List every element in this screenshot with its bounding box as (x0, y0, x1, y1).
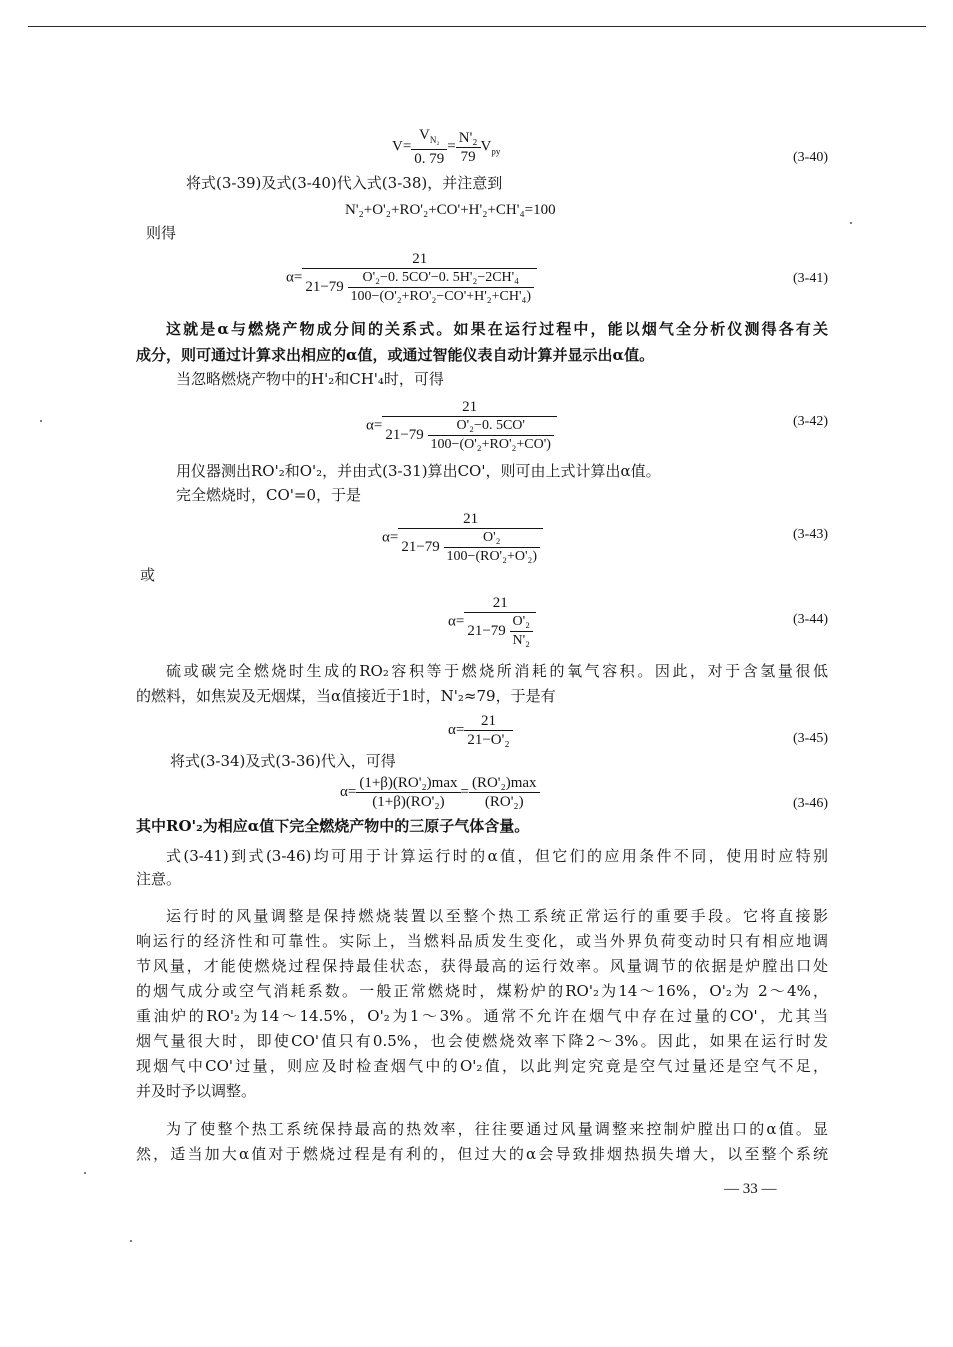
paragraph-complete: 完全燃烧时，CO'=0，于是 (176, 486, 362, 504)
paragraph-last-line-1: 为了使整个热工系统保持最高的热效率，往往要通过风量调整来控制炉膛出口的α值。显 (166, 1120, 828, 1138)
scan-speck (84, 1172, 86, 1174)
equation-sum-identity: N'₂+O'₂+RO'₂+CO'+H'₂+CH'₄=100 (345, 202, 556, 218)
equation-number-3-45: (3-45) (793, 731, 828, 746)
scan-speck (850, 222, 852, 224)
scan-speck (40, 420, 42, 422)
equation-3-46: α= $\frac{\text{(1+β)(RO'₂)max}}{\text{(1+β)(RO'₂)}}$ = $\frac{\text{(RO'₂)max}}{\text{(RO'₂)}}$ (340, 774, 540, 811)
equation-3-41: α= 21 21−79 $\frac{\text{O'₂−0. 5CO'−0. 5H'₂−2CH'₄}}{\text{100−(O'₂+RO'₂−CO'+H'₂+CH'₄)}}$ (286, 250, 537, 306)
equation-3-44: α= 21 21−79 $\frac{\text{O'₂}}{\text{N'₂}}$ (448, 594, 536, 650)
text-line: 的烟气成分或空气消耗系数。一般正常燃烧时，煤粉炉的RO'₂为14～16%，O'₂为 2～4%， (136, 982, 828, 1000)
page-number: — 33 — (724, 1181, 777, 1197)
paragraph-apply-line-1: 式(3-41)到式(3-46)均可用于计算运行时的α值，但它们的应用条件不同，使用时应特别 (166, 847, 828, 865)
text-line: 重油炉的RO'₂为14～14.5%，O'₂为1～3%。通常不允许在烟气中存在过量的CO'，尤其当 (136, 1007, 828, 1025)
paragraph-instrument: 用仪器测出RO'₂和O'₂，并由式(3-31)算出CO'，则可由上式计算出α值。 (176, 462, 661, 480)
equation-3-43: α= 21 21−79 $\frac{\text{O'₂}}{\text{100−(RO'₂+O'₂)}}$ (382, 510, 543, 566)
equation-number-3-42: (3-42) (793, 414, 828, 429)
equation-3-45: α= $\frac{21}{\text{21−O'₂}}$ (448, 712, 513, 749)
equation-number-3-43: (3-43) (793, 527, 828, 542)
equation-number-3-40: (3-40) (793, 150, 828, 165)
text-line: 并及时予以调整。 (136, 1082, 257, 1100)
text-line: 运行时的风量调整是保持燃烧装置以至整个热工系统正常运行的重要手段。它将直接影 (166, 907, 828, 925)
paragraph-substitute: 将式(3-39)及式(3-40)代入式(3-38)，并注意到 (186, 174, 503, 192)
paragraph-relation-line-1: 这就是α与燃烧产物成分间的关系式。如果在运行过程中，能以烟气全分析仪测得各有关 (166, 320, 828, 338)
paragraph-sulfur-line-1: 硫或碳完全燃烧时生成的RO₂容积等于燃烧所消耗的氧气容积。因此，对于含氢量很低 (166, 662, 828, 680)
paragraph-substitute-2: 将式(3-34)及式(3-36)代入，可得 (170, 752, 396, 770)
equation-3-42: α= 21 21−79 $\frac{\text{O'₂−0. 5CO'}}{\text{100−(O'₂+RO'₂+CO')}}$ (366, 398, 557, 454)
equation-number-3-46: (3-46) (793, 796, 828, 811)
text-line: 现烟气中CO'过量，则应及时检查烟气中的O'₂值，以此判定究竟是空气过量还是空气不足， (136, 1057, 828, 1075)
paragraph-ignore: 当忽略燃烧产物中的H'₂和CH'₄时，可得 (176, 370, 444, 388)
paragraph-or: 或 (140, 566, 156, 584)
text-line: 烟气量很大时，即使CO'值只有0.5%，也会使燃烧效率下降2～3%。因此，如果在运行时发 (136, 1032, 828, 1050)
paragraph-then: 则得 (146, 224, 177, 242)
paragraph-relation-line-2: 成分，则可通过计算求出相应的α值，或通过智能仪表自动计算并显示出α值。 (136, 346, 655, 364)
scan-speck (130, 1240, 132, 1242)
paragraph-sulfur-line-2: 的燃料，如焦炭及无烟煤，当α值接近于1时，N'₂≈79，于是有 (136, 687, 556, 705)
paragraph-last-line-2: 然，适当加大α值对于燃烧过程是有利的，但过大的α会导致排烟热损失增大，以至整个系统 (136, 1145, 828, 1163)
text-line: 响运行的经济性和可靠性。实际上，当燃料品质发生变化，或当外界负荷变动时只有相应地调 (136, 932, 828, 950)
equation-number-3-41: (3-41) (793, 271, 828, 286)
equation-number-3-44: (3-44) (793, 612, 828, 627)
paragraph-where: 其中RO'₂为相应α值下完全燃烧产物中的三原子气体含量。 (136, 817, 530, 835)
text-line: 节风量，才能使燃烧过程保持最佳状态，获得最高的运行效率。风量调节的依据是炉膛出口处 (136, 957, 828, 975)
paragraph-apply-line-2: 注意。 (136, 870, 182, 888)
equation-3-40: V= $\frac{V_{N_2}}{0. 79}$ = $\frac{\text{N'₂}}{79}$ $V_{py}$ (392, 127, 501, 167)
top-rule (28, 26, 926, 27)
